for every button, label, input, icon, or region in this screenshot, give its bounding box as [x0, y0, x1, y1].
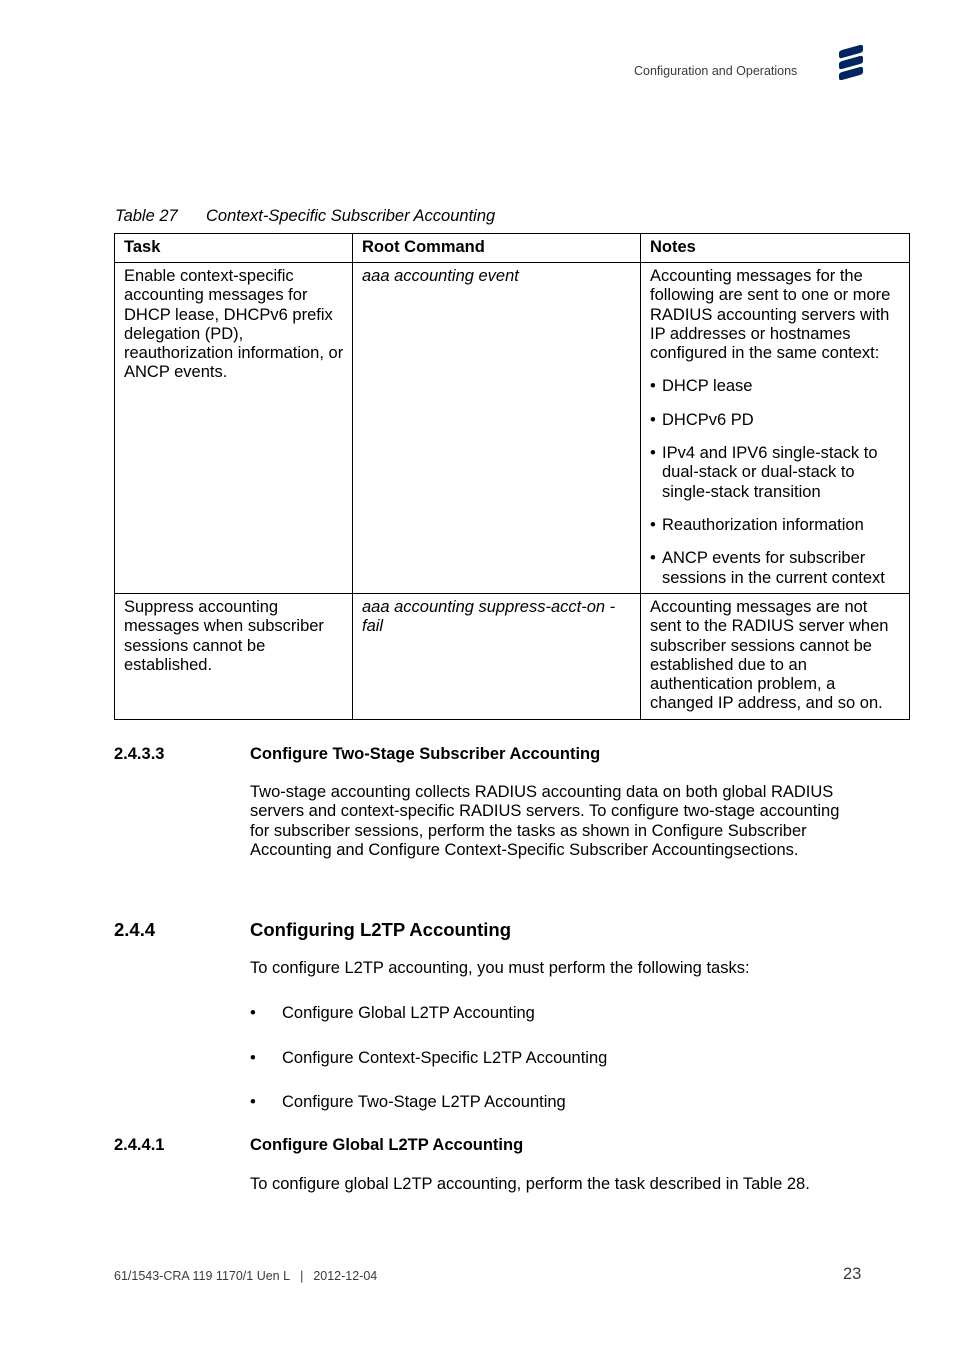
root-command-cell: aaa accounting suppress-acct-on -fail — [353, 594, 641, 720]
section-number: 2.4.3.3 — [114, 745, 165, 763]
section-number: 2.4.4.1 — [114, 1136, 165, 1154]
notes-cell — [641, 594, 910, 720]
section-title: Configuring L2TP Accounting — [250, 919, 512, 940]
accounting-table — [114, 233, 910, 720]
footer-doc-info — [114, 1269, 377, 1283]
list-item: • Configure Context-Specific L2TP Accounting — [250, 1049, 608, 1067]
section-title: Configure Two-Stage Subscriber Accounting — [250, 745, 601, 763]
list-item-text: Configure Context-Specific L2TP Accounting — [282, 1049, 608, 1067]
page-number: 23 — [843, 1265, 862, 1283]
table-header-row — [115, 234, 910, 263]
section-intro: To configure L2TP accounting, you must perform the following tasks: — [250, 959, 750, 977]
column-header-notes: Notes — [641, 234, 910, 263]
ericsson-logo-icon — [836, 44, 866, 80]
notes-bullet-item: • DHCP lease — [650, 377, 903, 396]
section-body: Two-stage accounting collects RADIUS accounting data on both global RADIUS servers and context-specific RADIUS servers. To configure two-stage accounting for subscriber sessions, perform the tasks as shown in Configure Subscriber Accounting and Configure Context-Specific Subscriber Accountingsections. — [250, 783, 840, 859]
list-item: • Configure Two-Stage L2TP Accounting — [250, 1093, 566, 1111]
list-item-text: Configure Two-Stage L2TP Accounting — [282, 1093, 566, 1111]
table-caption-title: Context-Specific Subscriber Accounting — [206, 207, 496, 225]
section-body: To configure global L2TP accounting, perform the task described in Table 28. — [250, 1175, 810, 1193]
table-row — [115, 263, 910, 594]
notes-intro: Accounting messages for the following are sent to one or more RADIUS accounting servers with IP addresses or hostnames configured in the same context: — [650, 267, 891, 363]
footer-date: 2012-12-04 — [313, 1269, 378, 1283]
column-header-root-command: Root Command — [353, 234, 641, 263]
table-row — [115, 594, 910, 720]
notes-bullet-item: • DHCPv6 PD — [650, 411, 903, 430]
notes-bullet-list — [650, 377, 903, 587]
notes-bullet-item: • ANCP events for subscriber sessions in the current context — [650, 549, 903, 588]
notes-cell — [641, 263, 910, 594]
notes-intro: Accounting messages are not sent to the RADIUS server when subscriber sessions cannot be established due to an authentication problem, a changed IP address, and so on. — [650, 598, 889, 713]
list-item: • Configure Global L2TP Accounting — [250, 1004, 535, 1022]
header-title: Configuration and Operations — [634, 64, 798, 78]
root-command-cell: aaa accounting event — [353, 263, 641, 594]
task-cell: Suppress accounting messages when subscriber sessions cannot be established. — [115, 594, 353, 720]
task-cell: Enable context-specific accounting messages for DHCP lease, DHCPv6 prefix delegation (PD), reauthorization information, or ANCP events. — [115, 263, 353, 594]
section-title: Configure Global L2TP Accounting — [250, 1136, 524, 1154]
table-caption — [115, 207, 495, 226]
notes-bullet-item: • IPv4 and IPV6 single-stack to dual-stack or dual-stack to single-stack transition — [650, 444, 903, 502]
column-header-task: Task — [115, 234, 353, 263]
footer-separator: | — [300, 1269, 304, 1283]
table-caption-number: Table 27 — [115, 207, 178, 225]
list-item-text: Configure Global L2TP Accounting — [282, 1004, 535, 1022]
footer-doc-id: 61/1543-CRA 119 1170/1 Uen L — [114, 1269, 291, 1283]
notes-bullet-item: • Reauthorization information — [650, 516, 903, 535]
section-number: 2.4.4 — [114, 919, 156, 940]
